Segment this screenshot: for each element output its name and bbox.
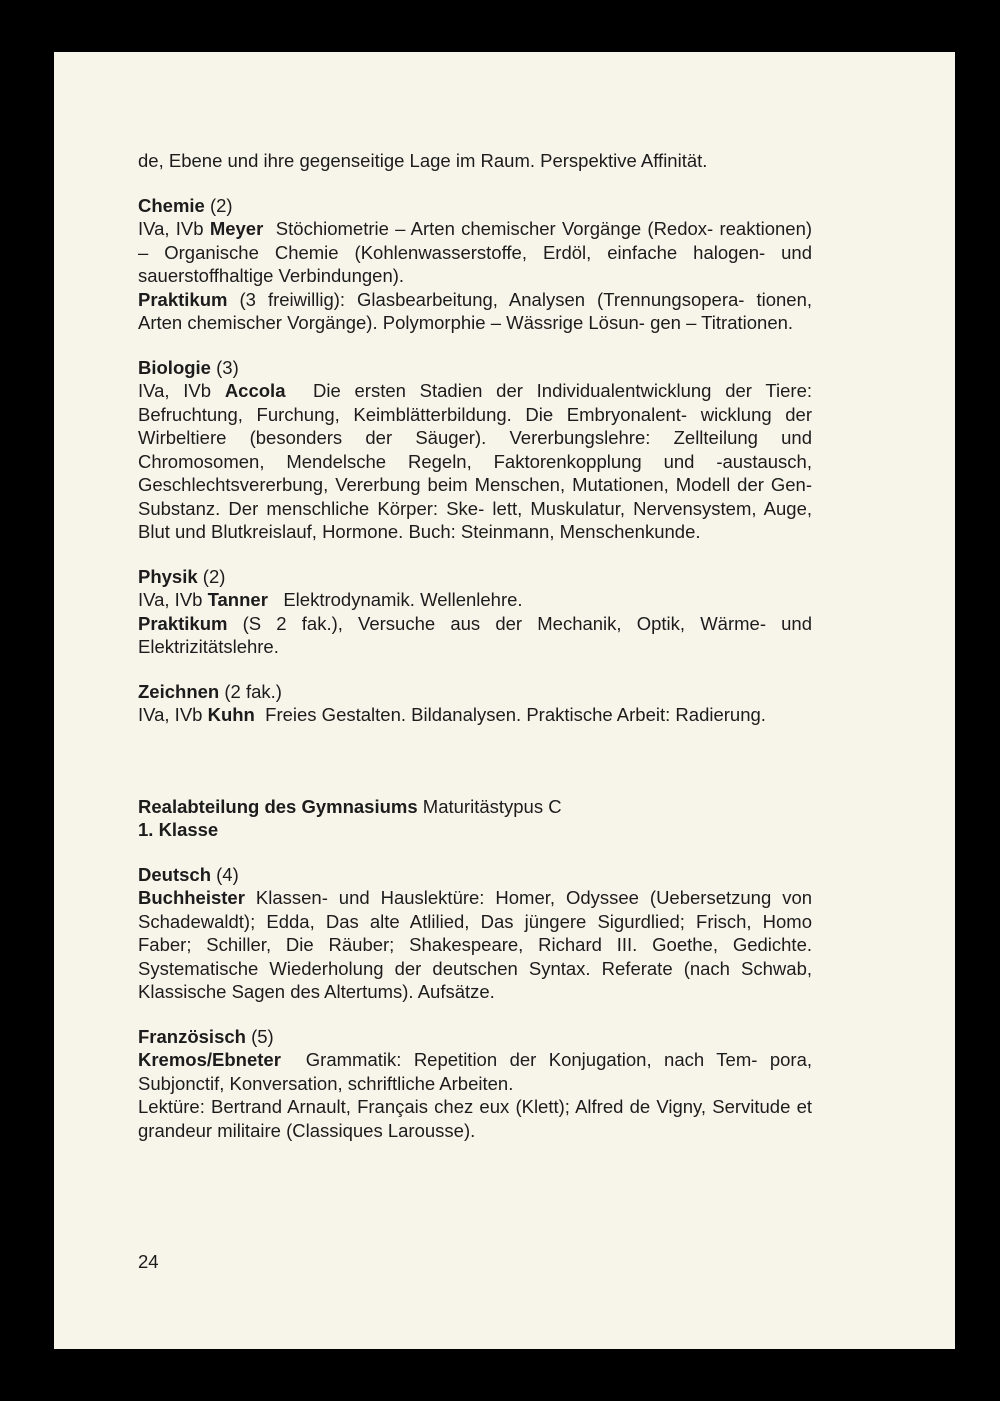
- praktikum-label: Praktikum: [138, 612, 228, 634]
- section-hours: (3): [216, 356, 239, 378]
- section-hours: (2 fak.): [224, 680, 282, 702]
- section-hours: (2): [209, 194, 233, 216]
- teacher-name: Kuhn: [207, 704, 255, 725]
- text-line: wicklung der Wirbeltiere (besonders der Säuger). Vererbungslehre:: [138, 403, 812, 448]
- paragraph: [138, 1048, 812, 1095]
- text-line: Goethe, Gedichte. Systematische Wiederholung der deutschen Syntax.: [138, 934, 813, 979]
- text-line: Buch: Steinmann, Menschenkunde.: [408, 521, 701, 542]
- section-title: Zeichnen: [138, 680, 220, 702]
- section-heading: [138, 1025, 812, 1049]
- class-list: IVa, IVb: [138, 218, 204, 239]
- text-line: tionen, Arten chemischer Vorgänge). Polymorphie – Wässrige Lösun-: [138, 288, 813, 333]
- text-line: Lektüre: Bertrand Arnault, Français chez eux (Klett); Alfred de Vigny,: [138, 1096, 707, 1117]
- paragraph: [138, 703, 812, 727]
- document-page: [54, 52, 955, 1349]
- section-chemie: [138, 194, 812, 335]
- section-heading: [138, 356, 812, 380]
- text-line: pora, Subjonctif, Konversation, schriftliche Arbeiten.: [138, 1049, 813, 1094]
- section-franzoesisch: [138, 1025, 812, 1143]
- text-line: Stöchiometrie – Arten chemischer Vorgänge (Redox-: [275, 218, 714, 239]
- text-line: gen – Titrationen.: [650, 312, 794, 333]
- section-zeichnen: [138, 680, 812, 727]
- section-title: Chemie: [138, 194, 205, 216]
- section-title: Biologie: [138, 356, 211, 378]
- section-hours: (2): [202, 565, 226, 587]
- class-level: 1. Klasse: [138, 819, 219, 840]
- section-title: Deutsch: [138, 863, 211, 885]
- section-heading: [138, 565, 812, 589]
- text-line: Elektrizitätslehre.: [138, 636, 279, 657]
- class-list: IVa, IVb: [138, 704, 203, 725]
- text-line: Zellteilung und Chromosomen, Mendelsche Regeln, Faktorenkopplung: [138, 427, 813, 472]
- text-line: und -austausch, Geschlechtsvererbung, Vererbung beim Menschen,: [138, 450, 812, 495]
- section-heading: [138, 680, 812, 704]
- paragraph: [138, 217, 812, 288]
- text-line: Klassen- und Hauslektüre: Homer, Odyssee (Uebersetzung: [255, 887, 772, 908]
- text-line: Freies Gestalten. Bildanalysen. Praktische Arbeit:: [265, 704, 671, 725]
- teacher-name: Accola: [224, 380, 286, 401]
- text-line: Referate (nach Schwab, Klassische Sagen des Altertums). Aufsätze.: [138, 957, 812, 1002]
- text-line: (3 freiwillig): Glasbearbeitung, Analysen (Trennungsopera-: [239, 288, 745, 310]
- section-biologie: [138, 356, 812, 544]
- praktikum-paragraph: [138, 612, 812, 659]
- section-title: Physik: [138, 565, 198, 587]
- text-line: Radierung.: [675, 704, 766, 725]
- text-line: lett, Muskulatur, Nervensystem, Auge, Blut und Blutkreislauf, Hormone.: [138, 497, 812, 542]
- text-line: reaktionen) – Organische Chemie (Kohlenwasserstoffe, Erdöl, einfache: [138, 218, 813, 263]
- text-line: Frisch, Homo Faber; Schiller, Die Räuber; Shakespeare, Richard III.: [138, 910, 812, 955]
- page-content: [138, 149, 812, 1142]
- teacher-name: Buchheister: [138, 887, 245, 908]
- text-line: Grammatik: Repetition der Konjugation, nach Tem-: [305, 1049, 758, 1070]
- division-title: Realabteilung des Gymnasiums: [138, 795, 418, 817]
- section-deutsch: [138, 863, 812, 1004]
- intro-line: de, Ebene und ihre gegenseitige Lage im Raum. Perspektive Affinität.: [138, 150, 708, 171]
- paragraph: [138, 886, 812, 1004]
- paragraph: [138, 379, 812, 544]
- teacher-name: Tanner: [207, 589, 268, 610]
- text-line: halogen- und sauerstoffhaltige Verbindungen).: [138, 241, 813, 286]
- class-list: IVa, IVb: [138, 589, 203, 610]
- teacher-name: Meyer: [209, 218, 264, 239]
- section-realabteilung: [138, 795, 812, 842]
- section-hours: (4): [216, 863, 239, 885]
- text-line: Servitude et grandeur militaire (Classiques Larousse).: [138, 1096, 812, 1141]
- text-line: Mutationen, Modell der Gen-Substanz. Der menschliche Körper: Ske-: [138, 474, 813, 519]
- text-line: Tiere: Befruchtung, Furchung, Keimblätterbildung. Die Embryonalent-: [138, 380, 812, 425]
- division-heading: [138, 795, 812, 819]
- praktikum-label: Praktikum: [138, 288, 228, 310]
- page-number: 24: [138, 1251, 159, 1272]
- text-line: (S 2 fak.), Versuche aus der Mechanik, Optik, Wärme- und: [242, 612, 813, 634]
- text-line: Elektrodynamik. Wellenlehre.: [283, 589, 523, 610]
- section-heading: [138, 194, 812, 218]
- teacher-name: Kremos/Ebneter: [138, 1049, 281, 1070]
- paragraph: [138, 588, 812, 612]
- section-hours: (5): [251, 1025, 274, 1047]
- section-physik: [138, 565, 812, 659]
- section-heading: [138, 863, 812, 887]
- paragraph: [138, 1095, 812, 1142]
- text-line: Die ersten Stadien der Individualentwicklung der: [312, 380, 752, 401]
- section-title: Französisch: [138, 1025, 246, 1047]
- maturity-type: Maturitästypus C: [422, 795, 562, 817]
- text-line: von Schadewaldt); Edda, Das alte Atlilied, Das jüngere Sigurdlied;: [138, 887, 813, 932]
- praktikum-paragraph: [138, 288, 812, 335]
- class-list: IVa, IVb: [138, 380, 212, 401]
